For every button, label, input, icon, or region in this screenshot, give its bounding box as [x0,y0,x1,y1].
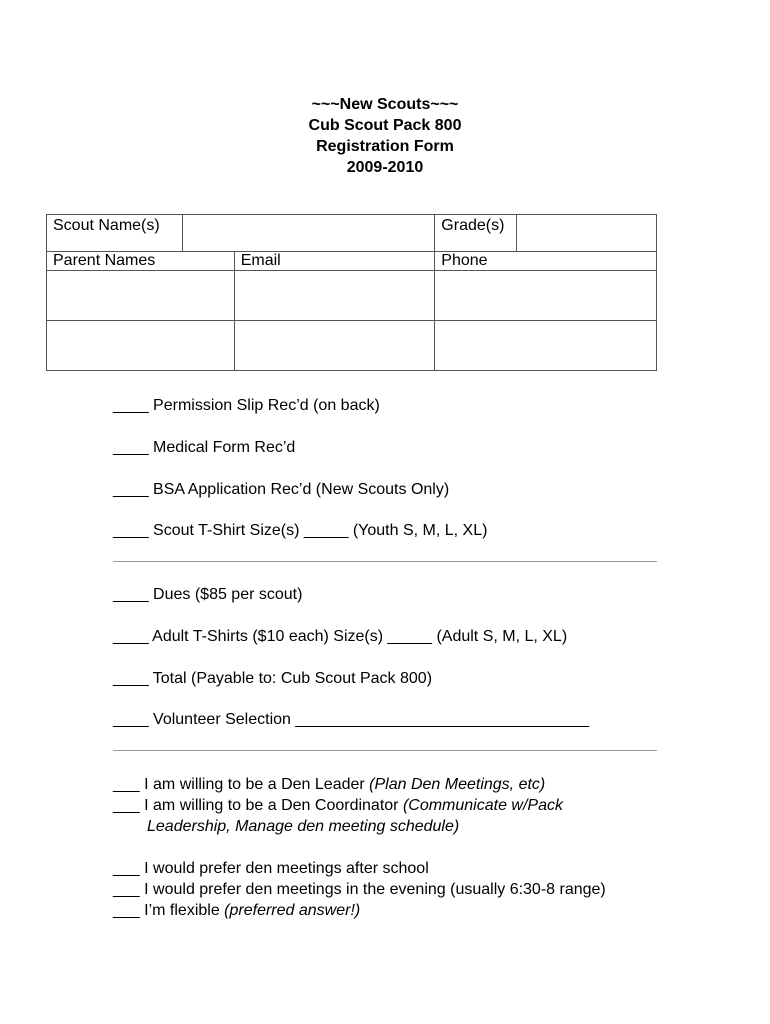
dues-item: ____ Dues ($85 per scout) [113,586,303,603]
volunteer-selection-item: ____ Volunteer Selection _________________________________ [113,711,590,728]
phone-field-1[interactable] [435,271,657,321]
volunteer-options [113,774,673,837]
title-new-scouts: ~~~New Scouts~~~ [311,96,459,113]
email-field-2[interactable] [234,321,435,371]
den-coordinator-option: ___ I am willing to be a Den Coordinator (Communicate w/Pack [113,797,563,814]
title-registration-form: Registration Form [316,138,454,155]
title-year: 2009-2010 [346,159,424,176]
email-field-1[interactable] [234,271,435,321]
parent-name-field-1[interactable] [47,271,235,321]
scout-name-field[interactable] [182,215,434,252]
grade-label: Grade(s) [435,215,517,252]
form-title [0,94,770,178]
title-pack: Cub Scout Pack 800 [308,117,462,134]
medical-form-item: ____ Medical Form Rec’d [113,439,296,456]
registration-table [46,214,657,371]
evening-option: ___ I would prefer den meetings in the evening (usually 6:30-8 range) [113,881,606,898]
phone-label: Phone [435,252,657,271]
den-leader-option: ___ I am willing to be a Den Leader (Plan Den Meetings, etc) [113,776,546,793]
meeting-preferences [113,858,673,921]
tshirt-size-item: ____ Scout T-Shirt Size(s) _____ (Youth S, M, L, XL) [113,522,488,539]
divider [113,561,657,562]
bsa-application-item: ____ BSA Application Rec’d (New Scouts Only) [113,481,450,498]
adult-tshirts-item: ____ Adult T-Shirts ($10 each) Size(s) _____ (Adult S, M, L, XL) [113,628,568,645]
parent-names-label: Parent Names [47,252,235,271]
after-school-option: ___ I would prefer den meetings after school [113,860,429,877]
total-item: ____ Total (Payable to: Cub Scout Pack 800) [113,670,433,687]
divider [113,750,657,751]
flexible-option: ___ I’m flexible (preferred answer!) [113,902,361,919]
scout-name-label: Scout Name(s) [47,215,183,252]
email-label: Email [234,252,435,271]
grade-field[interactable] [517,215,657,252]
permission-slip-item: ____ Permission Slip Rec’d (on back) [113,397,380,414]
phone-field-2[interactable] [435,321,657,371]
parent-name-field-2[interactable] [47,321,235,371]
den-coordinator-note: Leadership, Manage den meeting schedule) [147,818,460,835]
